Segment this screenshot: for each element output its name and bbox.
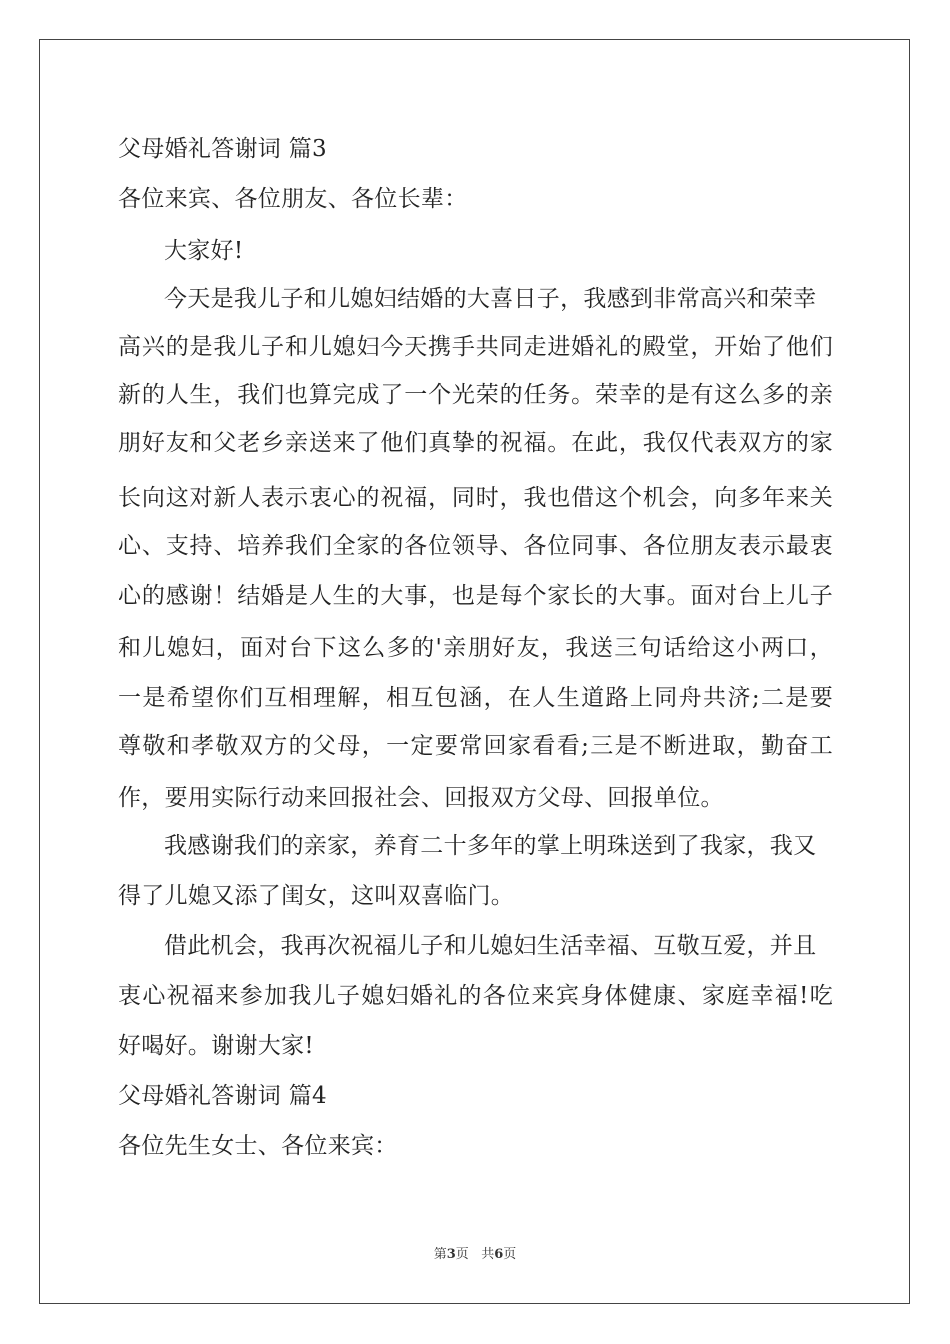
greeting: 大家好! bbox=[164, 238, 244, 264]
footer-total-suffix: 页 bbox=[503, 1247, 517, 1262]
paragraph-line: 尊敬和孝敬双方的父母，一定要常回家看看;三是不断进取，勤奋工 bbox=[118, 733, 833, 759]
paragraph-line: 借此机会，我再次祝福儿子和儿媳妇生活幸福、互敬互爱，并且 bbox=[164, 933, 817, 959]
paragraph-line: 心、支持、培养我们全家的各位领导、各位同事、各位朋友表示最衷 bbox=[118, 533, 833, 559]
paragraph-line: 心的感谢！结婚是人生的大事，也是每个家长的大事。面对台上儿子 bbox=[118, 583, 833, 609]
paragraph-line: 好喝好。谢谢大家! bbox=[118, 1033, 314, 1059]
paragraph-line: 作，要用实际行动来回报社会、回报双方父母、回报单位。 bbox=[118, 785, 724, 811]
paragraph-line: 高兴的是我儿子和儿媳妇今天携手共同走进婚礼的殿堂，开始了他们 bbox=[118, 334, 833, 360]
paragraph-line: 得了儿媳又添了闺女，这叫双喜临门。 bbox=[118, 883, 515, 909]
footer-page-suffix: 页 bbox=[455, 1247, 469, 1262]
section-heading: 父母婚礼答谢词 篇3 bbox=[118, 136, 327, 162]
salutation: 各位先生女士、各位来宾： bbox=[118, 1133, 398, 1159]
footer-total-pages: 6 bbox=[494, 1247, 504, 1262]
paragraph-line: 新的人生，我们也算完成了一个光荣的任务。荣幸的是有这么多的亲 bbox=[118, 382, 833, 408]
paragraph-line: 衷心祝福来参加我儿子媳妇婚礼的各位来宾身体健康、家庭幸福!吃 bbox=[118, 983, 833, 1009]
footer-total-prefix: 共 bbox=[481, 1247, 495, 1262]
paragraph-line: 朋好友和父老乡亲送来了他们真挚的祝福。在此，我仅代表双方的家 bbox=[118, 430, 833, 456]
footer-page-number: 3 bbox=[446, 1247, 456, 1262]
page-border bbox=[39, 39, 910, 1304]
footer-prefix: 第 bbox=[433, 1247, 447, 1262]
paragraph-line: 我感谢我们的亲家，养育二十多年的掌上明珠送到了我家，我又 bbox=[164, 833, 817, 859]
paragraph-line: 和儿媳妇，面对台下这么多的'亲朋好友，我送三句话给这小两口， bbox=[118, 635, 833, 661]
paragraph-line: 一是希望你们互相理解，相互包涵，在人生道路上同舟共济;二是要 bbox=[118, 685, 833, 711]
page-footer bbox=[0, 1247, 950, 1263]
salutation: 各位来宾、各位朋友、各位长辈： bbox=[118, 186, 468, 212]
section-heading: 父母婚礼答谢词 篇4 bbox=[118, 1083, 327, 1109]
paragraph-line: 今天是我儿子和儿媳妇结婚的大喜日子，我感到非常高兴和荣幸 bbox=[164, 286, 817, 312]
paragraph-line: 长向这对新人表示衷心的祝福，同时，我也借这个机会，向多年来关 bbox=[118, 485, 833, 511]
